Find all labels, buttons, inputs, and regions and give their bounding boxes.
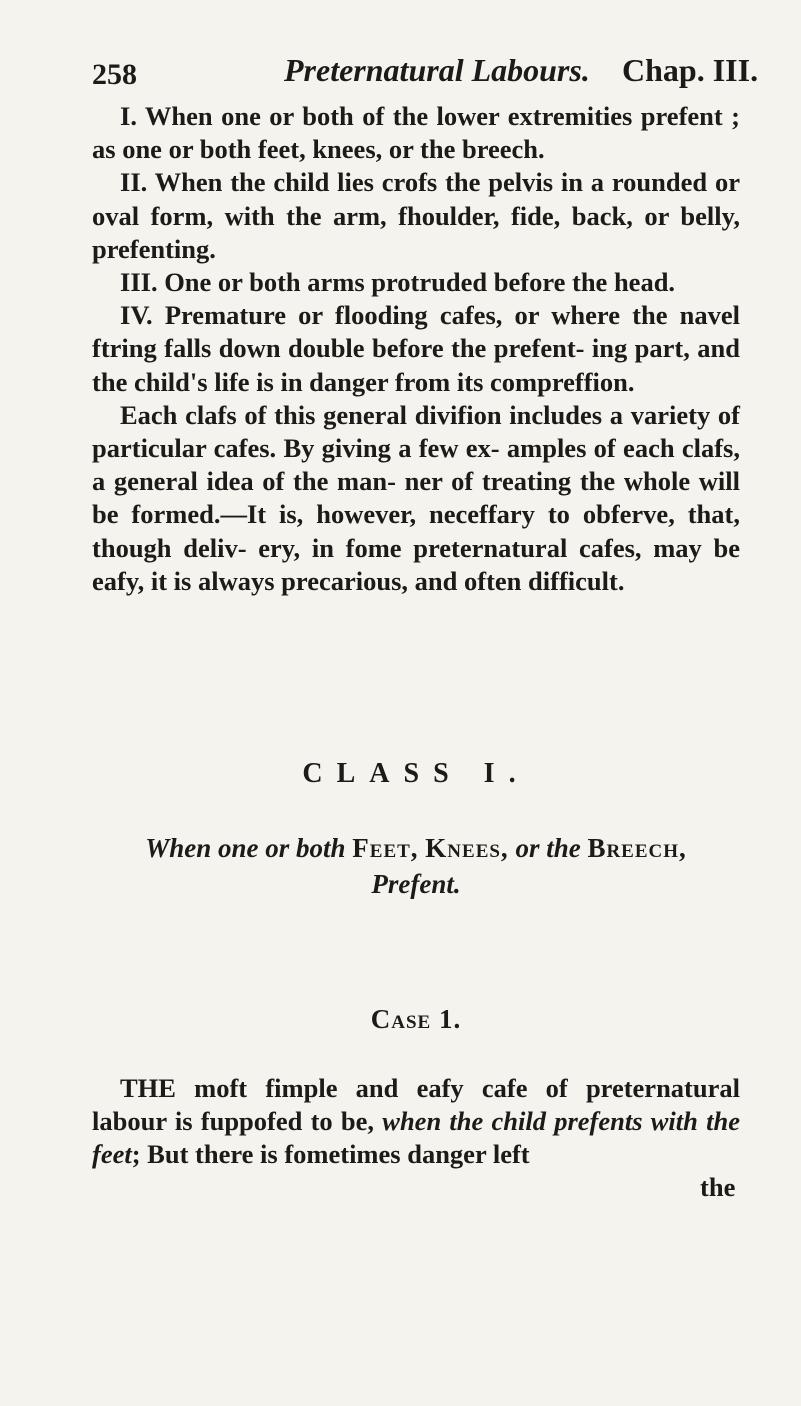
paragraph-4: IV. Premature or flooding cafes, or where the navel ftring falls down double before the prefent- ing part, and the child's life is in danger from its compreffion. bbox=[92, 300, 740, 397]
case-italic: when the child prefents with the feet bbox=[92, 1106, 740, 1170]
case-lead: THE moft fimple and eafy cafe of preternatural labour is fuppofed to be, bbox=[92, 1073, 740, 1137]
subtitle-part3: Prefent. bbox=[371, 869, 461, 899]
case-heading-text: Case 1. bbox=[370, 1004, 462, 1034]
paragraph-3: III. One or both arms protruded before the head. bbox=[120, 267, 676, 298]
case-tail: ; But there is fometimes danger left bbox=[131, 1139, 530, 1170]
case-paragraph bbox=[92, 1072, 740, 1172]
running-header bbox=[92, 52, 759, 92]
class-heading: CLASS I. bbox=[302, 758, 530, 789]
subtitle-breech: Breech, bbox=[587, 833, 687, 863]
catchword: the bbox=[700, 1172, 736, 1202]
paragraph-2: II. When the child lies crofs the pelvis in a rounded or oval form, with the arm, fhoulder, fide, back, or belly, prefenting. bbox=[92, 167, 740, 264]
page-number: 258 bbox=[92, 58, 137, 91]
subtitle-feet: Feet, bbox=[352, 833, 419, 863]
case-text bbox=[92, 1072, 740, 1172]
subtitle-knees: Knees, bbox=[425, 833, 509, 863]
case-heading bbox=[92, 1004, 740, 1035]
main-text bbox=[92, 100, 740, 598]
class-subtitle bbox=[92, 830, 740, 902]
subtitle-part2: or the bbox=[515, 833, 581, 863]
paragraph-5: Each clafs of this general divifion includes a variety of particular cafes. By giving a few ex- amples of each clafs, a general idea of the man- ner of treating the whole will be formed.—It is, however, neceffary to obferve, that, though deliv- ery, in fome preternatural cafes, may be eafy, it is always precarious, and often difficult. bbox=[92, 399, 740, 596]
subtitle-part1: When one or both bbox=[145, 833, 346, 863]
chapter-label: Chap. III. bbox=[622, 52, 759, 88]
running-title: Preternatural Labours. bbox=[284, 52, 590, 88]
paragraph-1: I. When one or both of the lower extremities prefent ; as one or both feet, knees, or the breech. bbox=[92, 101, 740, 165]
